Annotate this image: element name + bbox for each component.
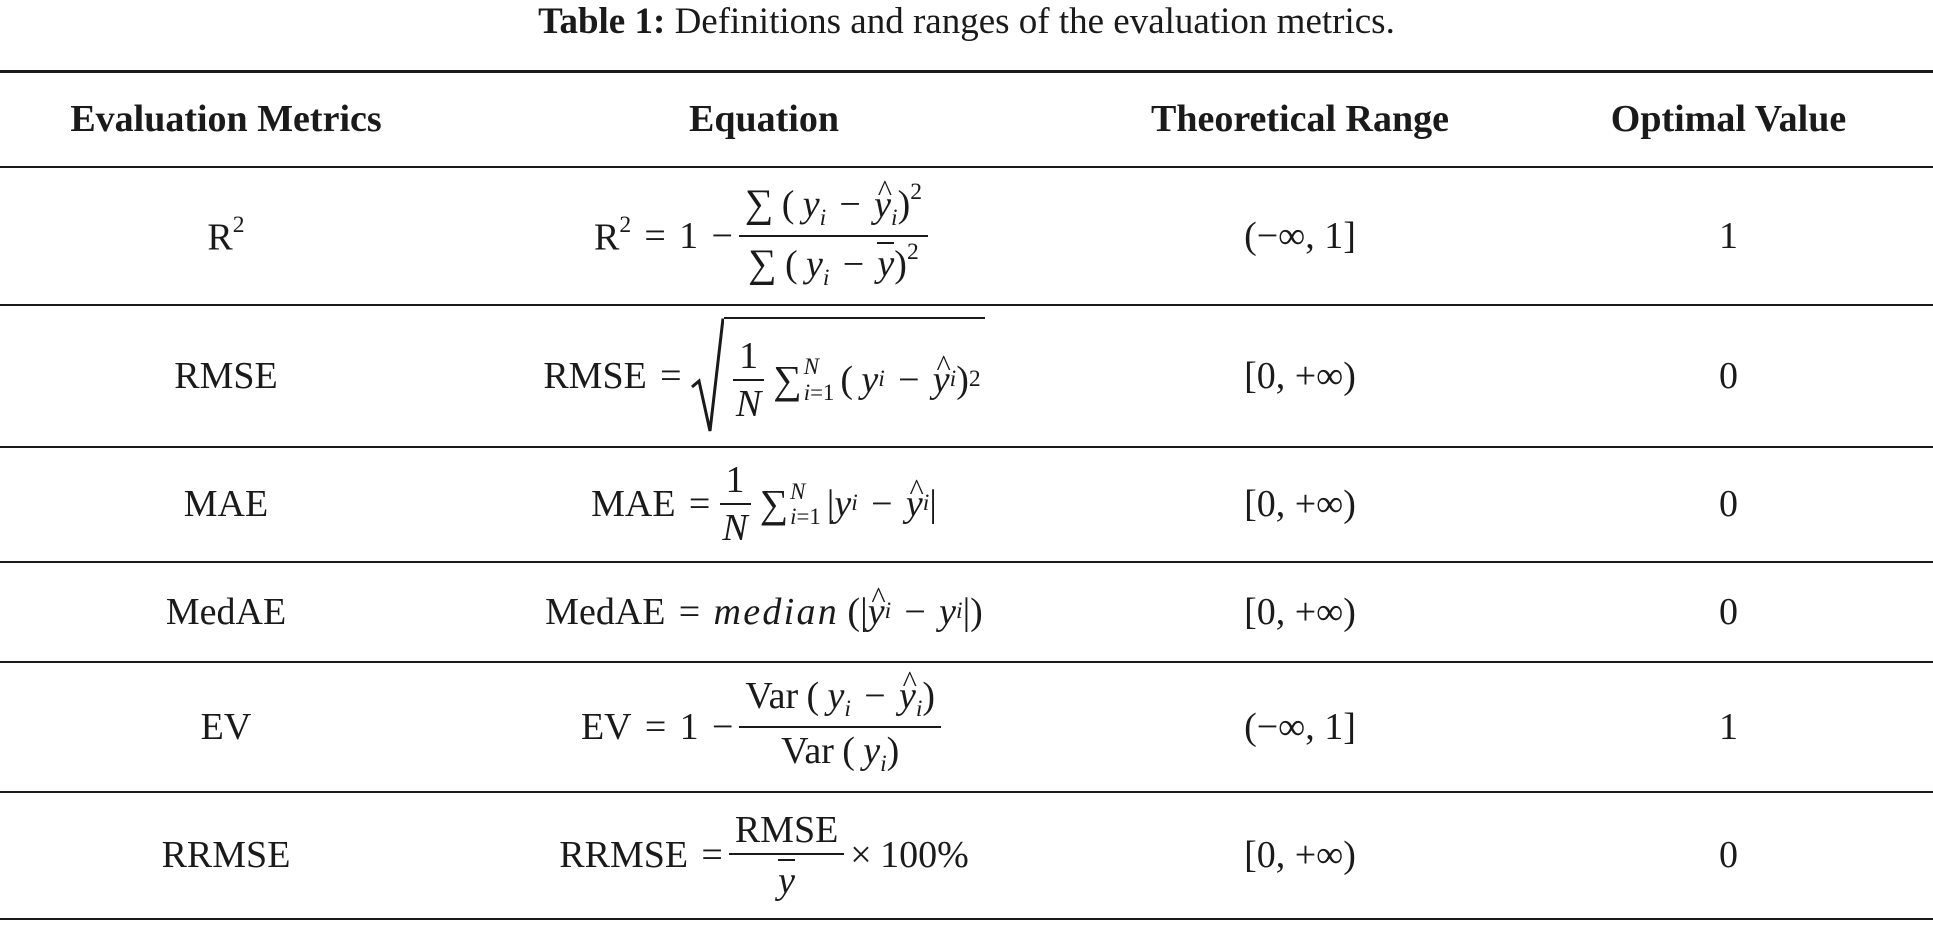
header-optimal-value: Optimal Value (1610, 98, 1847, 141)
caption-text: Definitions and ranges of the evaluation metrics. (665, 1, 1395, 42)
range-cell: (−∞, 1] (1244, 214, 1356, 257)
equation-rrmse: RRMSE = $\frac{\text{RMSE}}{y}$ × 100% (559, 808, 969, 902)
metric-cell: MAE (183, 483, 269, 525)
range-cell: (−∞, 1] (1244, 705, 1356, 748)
metric-name: R (207, 216, 233, 259)
metric-cell: RRMSE (161, 834, 291, 876)
equation-cell (452, 447, 1076, 562)
table-caption (0, 0, 1933, 44)
equation-cell (452, 662, 1076, 792)
equation-cell (452, 792, 1076, 919)
table-row (0, 447, 1933, 562)
header-theoretical-range: Theoretical Range (1151, 98, 1449, 141)
sqrt-radical-icon (690, 317, 724, 435)
optimal-cell: 0 (1719, 354, 1738, 397)
equation-cell (452, 562, 1076, 662)
optimal-cell: 0 (1719, 834, 1738, 876)
optimal-cell: 1 (1719, 705, 1738, 748)
table-body (0, 167, 1933, 919)
table-row (0, 792, 1933, 919)
caption-label: Table 1: (538, 1, 666, 42)
range-cell: [0, +∞) (1244, 354, 1356, 397)
equation-cell (452, 305, 1076, 447)
header-equation: Equation (689, 98, 839, 141)
metric-cell: EV (200, 705, 252, 748)
header-evaluation-metrics: Evaluation Metrics (70, 98, 382, 141)
optimal-cell: 1 (1719, 214, 1738, 257)
optimal-cell: 0 (1719, 483, 1738, 525)
table-row (0, 562, 1933, 662)
equation-cell (452, 167, 1076, 305)
equation-ev: EV = 1 − $\frac{Var ( y_i -\^{} y_i)}{Var ( y_i)}$ (581, 677, 947, 777)
range-cell: [0, +∞) (1244, 590, 1356, 633)
table-header (0, 72, 1933, 167)
equation-mae: MAE = $\frac{1}{N}$ ∑ N i=1 | y i − ^ y i | (591, 461, 937, 547)
equation-medae: MedAE = median (| ^ y i − y i |) (545, 593, 983, 631)
table-row (0, 305, 1933, 447)
header-row (0, 72, 1933, 167)
range-cell: [0, +∞) (1244, 834, 1356, 876)
metric-superscript: 2 (232, 211, 245, 238)
metric-cell: MedAE (165, 590, 287, 633)
optimal-cell: 0 (1719, 590, 1738, 633)
table-row (0, 662, 1933, 792)
table-row (0, 167, 1933, 305)
metrics-table (0, 70, 1933, 920)
equation-rmse: RMSE = $\frac{1}{N}$ ∑ N i=1 ( y i − ^ y i ) 2 (543, 317, 984, 435)
equation-r2: $R^2$ = 1 − $\frac{\sum ( y_i -\^{} y_i)^2}{\sum ( y_i - y)^2}$ (594, 181, 934, 290)
range-cell: [0, +∞) (1244, 483, 1356, 525)
metric-cell (0, 167, 452, 305)
metric-cell: RMSE (174, 354, 278, 397)
